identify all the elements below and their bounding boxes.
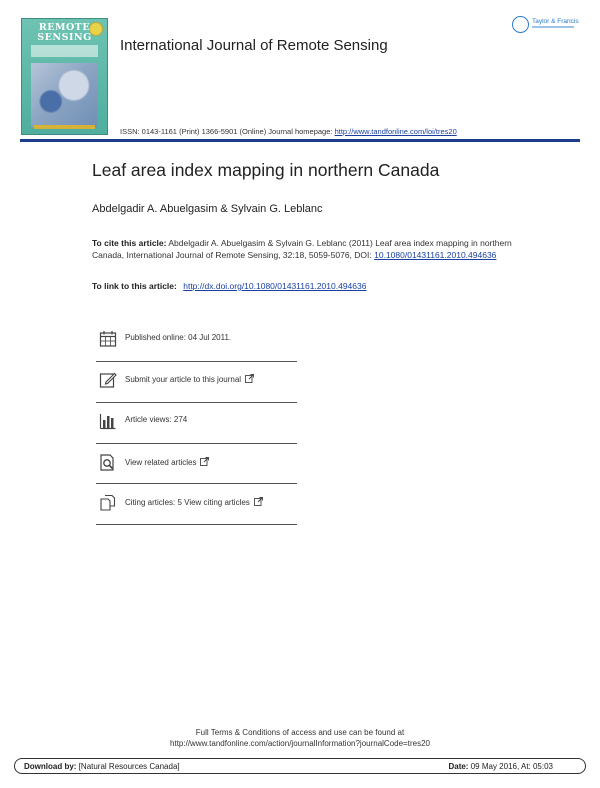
cover-title-line1: REMOTE bbox=[38, 22, 91, 33]
citing-articles-text: Citing articles: 5 View citing articles bbox=[125, 498, 250, 507]
row-divider bbox=[96, 483, 297, 484]
external-link-icon bbox=[254, 497, 263, 508]
submit-article-link[interactable] bbox=[125, 374, 254, 385]
article-views-text: Article views: 274 bbox=[125, 415, 188, 424]
download-date-label: Date: bbox=[448, 762, 469, 771]
citing-documents-icon bbox=[99, 494, 117, 512]
row-divider bbox=[96, 402, 297, 403]
journal-title: International Journal of Remote Sensing bbox=[120, 37, 388, 54]
external-link-icon bbox=[245, 374, 254, 385]
citation-text: Abdelgadir A. Abuelgasim & Sylvain G. Leblanc (2011) Leaf area index mapping in northern Canada, International Journal of Remote Sensing, 32:18, 5059-5076, DOI: bbox=[92, 238, 512, 260]
issn-text: ISSN: 0143-1161 (Print) 1366-5901 (Online) Journal homepage: bbox=[120, 127, 333, 136]
citation-label: To cite this article: bbox=[92, 238, 167, 248]
row-divider bbox=[96, 361, 297, 362]
related-articles-text: View related articles bbox=[125, 458, 197, 467]
row-divider bbox=[96, 443, 297, 444]
download-info-bar bbox=[14, 758, 586, 774]
terms-text: Full Terms & Conditions of access and use can be found at bbox=[195, 728, 405, 737]
cover-image bbox=[31, 63, 97, 127]
publisher-logo-text: Taylor & Francis bbox=[532, 18, 579, 25]
submit-article-text: Submit your article to this journal bbox=[125, 375, 242, 384]
published-online-text: Published online: 04 Jul 2011. bbox=[125, 333, 232, 342]
article-link-label: To link to this article: bbox=[92, 281, 177, 291]
article-authors: Abdelgadir A. Abuelgasim & Sylvain G. Leblanc bbox=[92, 203, 323, 215]
journal-cover bbox=[21, 18, 108, 135]
article-doi-url[interactable]: http://dx.doi.org/10.1080/01431161.2010.494636 bbox=[183, 281, 367, 291]
article-link-block bbox=[92, 281, 366, 291]
publisher-logo-underline bbox=[532, 26, 574, 28]
external-link-icon bbox=[200, 457, 209, 468]
header-rule bbox=[20, 139, 580, 142]
info-row-related[interactable] bbox=[96, 452, 297, 492]
related-articles-link[interactable] bbox=[125, 457, 209, 468]
downloaded-by bbox=[24, 762, 180, 771]
citing-articles-link[interactable] bbox=[125, 497, 263, 508]
calendar-icon bbox=[99, 330, 117, 348]
cover-title bbox=[22, 23, 107, 43]
search-document-icon bbox=[99, 454, 117, 472]
downloaded-by-label: Download by: bbox=[24, 762, 77, 771]
taylor-francis-logo-icon bbox=[512, 16, 529, 33]
download-date-value: 09 May 2016, At: 05:03 bbox=[470, 762, 553, 771]
downloaded-by-value: [Natural Resources Canada] bbox=[78, 762, 180, 771]
bar-chart-icon bbox=[99, 412, 117, 430]
terms-url[interactable]: http://www.tandfonline.com/action/journalInformation?journalCode=tres20 bbox=[170, 739, 430, 748]
info-row-views bbox=[96, 410, 297, 450]
info-row-citing[interactable] bbox=[96, 492, 297, 532]
cover-footer-bar bbox=[34, 125, 95, 129]
row-divider bbox=[96, 524, 297, 525]
citation-block bbox=[92, 237, 512, 261]
terms-footer bbox=[0, 727, 600, 749]
issn-line bbox=[120, 127, 457, 136]
cover-text-strip bbox=[31, 45, 98, 57]
article-title: Leaf area index mapping in northern Canada bbox=[92, 160, 440, 180]
download-date bbox=[448, 762, 553, 771]
cover-title-line2: SENSING bbox=[37, 32, 92, 43]
edit-icon bbox=[99, 371, 117, 389]
doi-link[interactable]: 10.1080/01431161.2010.494636 bbox=[374, 250, 497, 260]
info-row-published bbox=[96, 328, 297, 368]
journal-homepage-link[interactable]: http://www.tandfonline.com/loi/tres20 bbox=[334, 127, 457, 136]
publisher-logo[interactable] bbox=[512, 16, 582, 36]
info-row-submit[interactable] bbox=[96, 369, 297, 409]
